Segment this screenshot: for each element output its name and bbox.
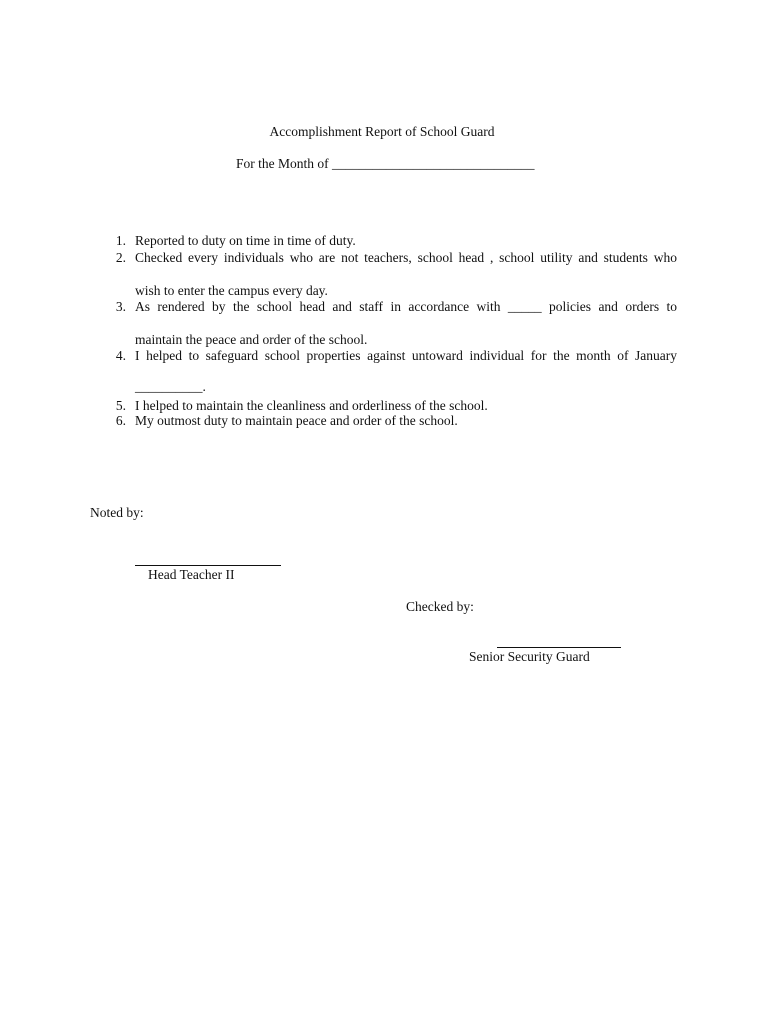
item-number: 3. bbox=[115, 299, 126, 314]
item-text: I helped to safeguard school properties against untoward individual for the month of January bbox=[135, 348, 677, 363]
senior-guard-signature-line bbox=[497, 647, 621, 648]
item-text: I helped to maintain the cleanliness and orderliness of the school. bbox=[135, 398, 488, 413]
noted-by-label: Noted by: bbox=[90, 505, 144, 520]
item-number: 5. bbox=[115, 398, 126, 413]
item-text: My outmost duty to maintain peace and order of the school. bbox=[135, 413, 458, 428]
item-text-continued: maintain the peace and order of the school. bbox=[135, 332, 368, 347]
item-text: As rendered by the school head and staff in accordance with _____ policies and orders to bbox=[135, 299, 677, 314]
head-teacher-signature-line bbox=[135, 565, 281, 566]
senior-guard-label: Senior Security Guard bbox=[469, 649, 590, 664]
head-teacher-label: Head Teacher II bbox=[148, 567, 235, 582]
document-title: Accomplishment Report of School Guard bbox=[269, 124, 495, 139]
month-line: For the Month of ______________________________ bbox=[236, 156, 535, 171]
item-text: Reported to duty on time in time of duty. bbox=[135, 233, 356, 248]
item-number: 6. bbox=[115, 413, 126, 428]
item-text: Checked every individuals who are not teachers, school head , school utility and students who bbox=[135, 250, 677, 265]
item-number: 1. bbox=[115, 233, 126, 248]
item-number: 2. bbox=[115, 250, 126, 265]
item-number: 4. bbox=[115, 348, 126, 363]
item-text-continued: __________. bbox=[135, 379, 206, 394]
checked-by-label: Checked by: bbox=[406, 599, 474, 614]
item-text-continued: wish to enter the campus every day. bbox=[135, 283, 328, 298]
